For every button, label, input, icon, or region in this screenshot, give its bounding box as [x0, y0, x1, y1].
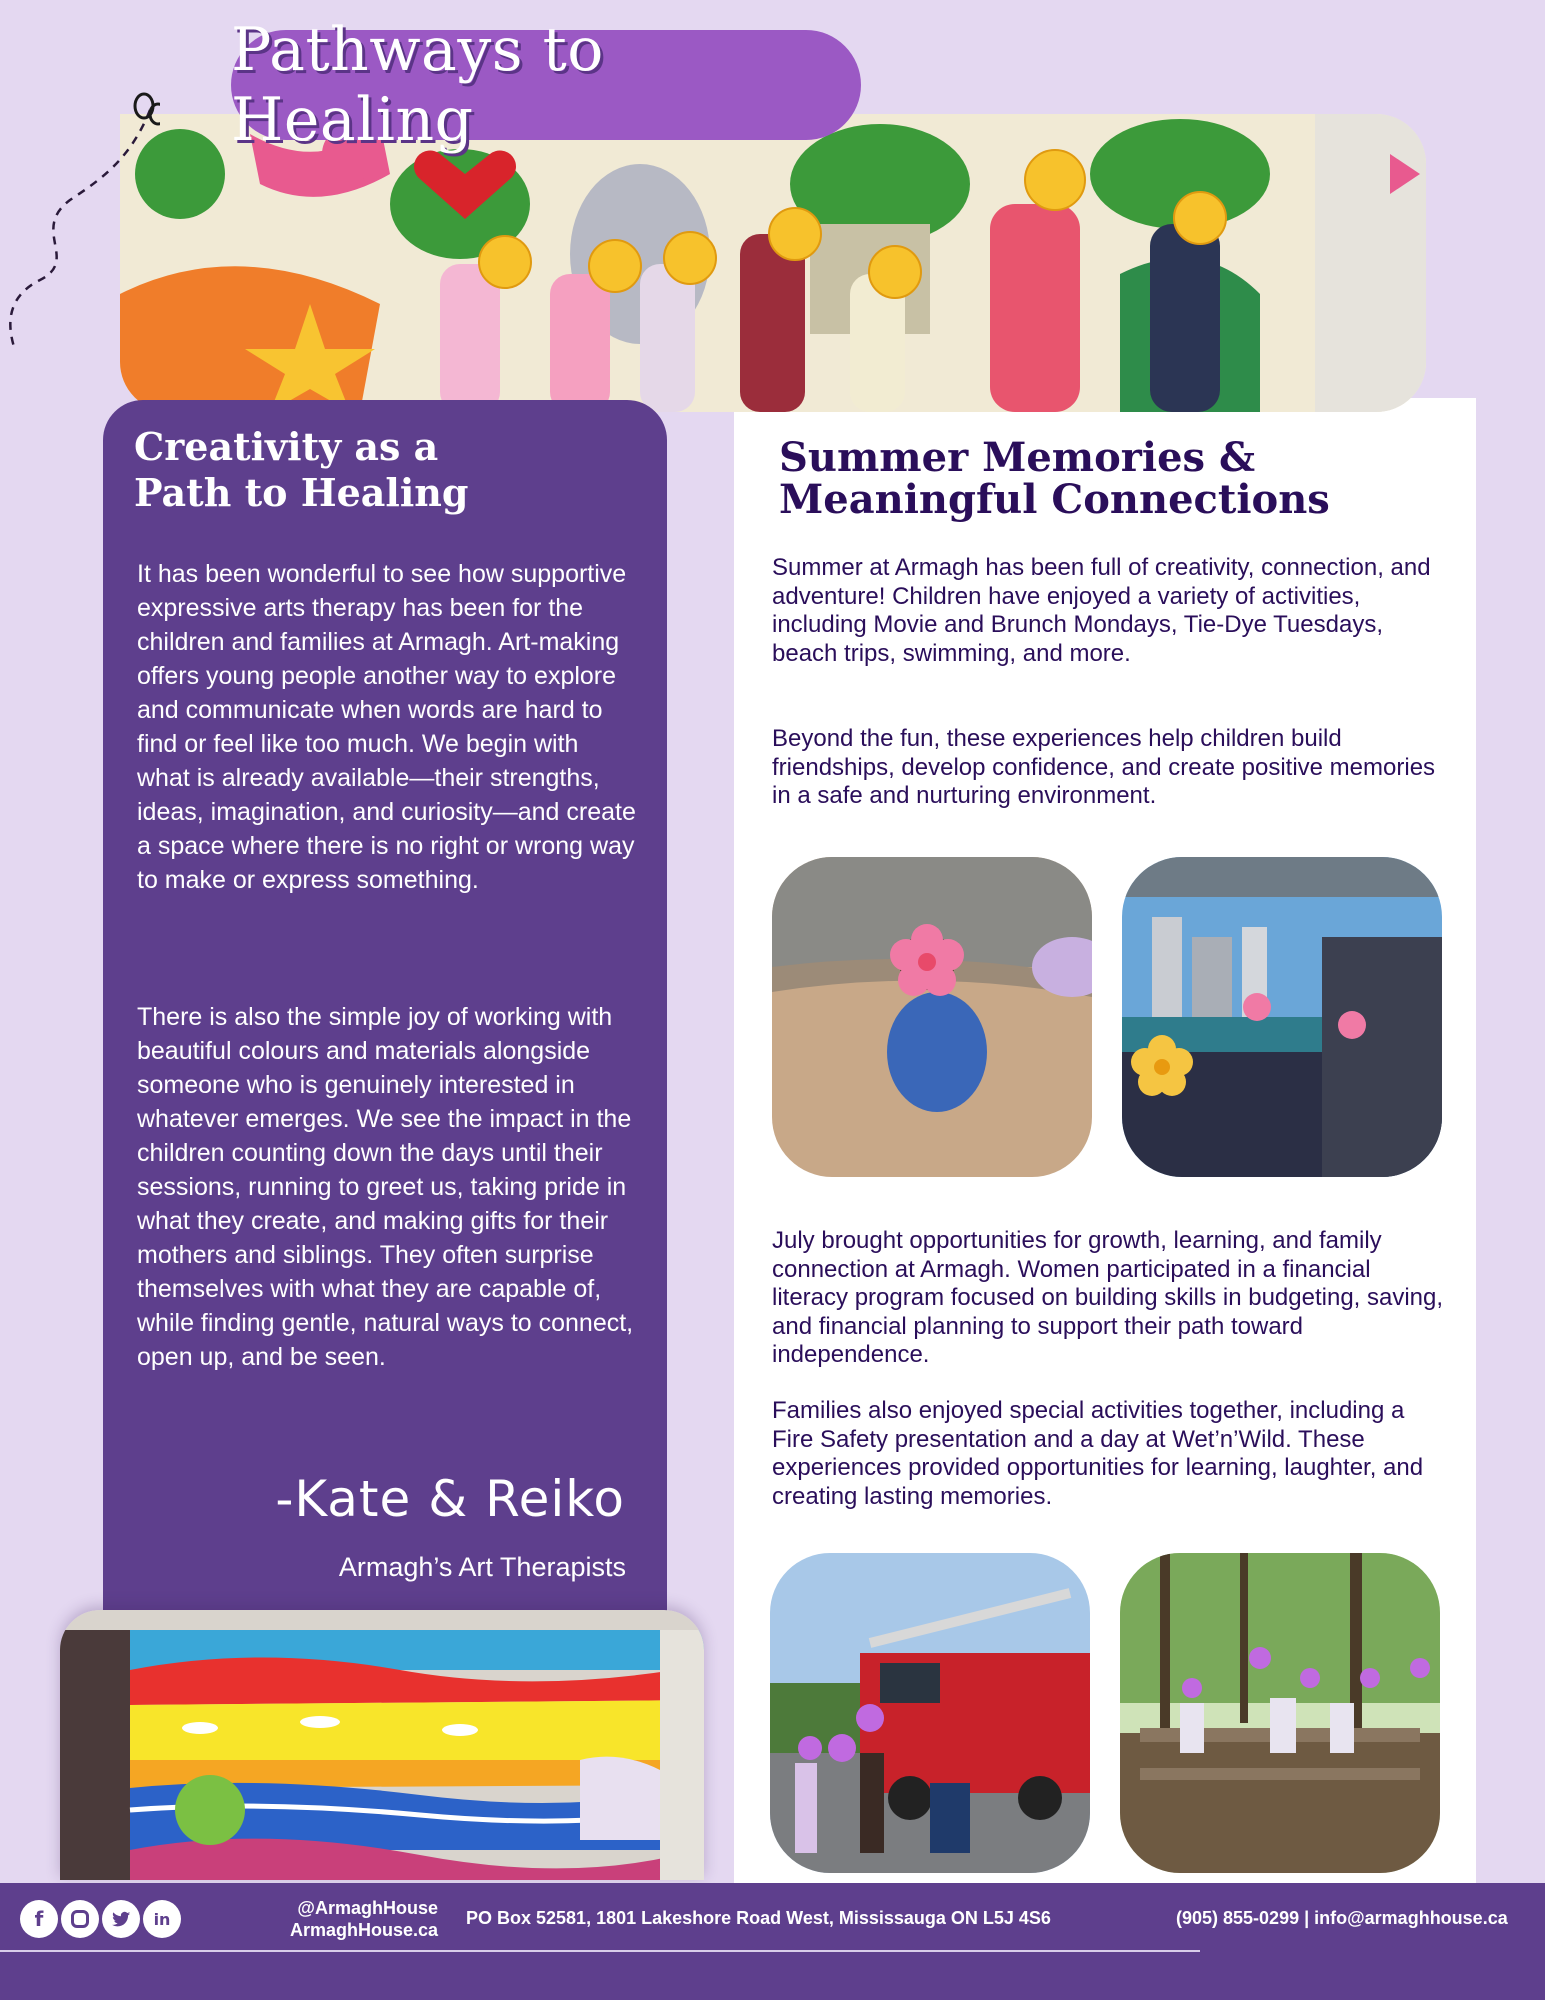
twitter-icon[interactable] — [102, 1900, 140, 1938]
summer-paragraph-4: Families also enjoyed special activities together, including a Fire Safety presentation and a day at Wet’n’Wild. These experiences provided opportunities for learning, laughter, and creating lasting memories. — [772, 1397, 1424, 1510]
website-link[interactable]: ArmaghHouse.ca — [289, 1920, 438, 1940]
page-title: Pathways to Healing — [231, 15, 604, 155]
summer-paragraph-1: Summer at Armagh has been full of creativity, connection, and adventure! Children have enjoyed a variety of activities, including Movie and Brunch Mondays, Tie-Dye Tuesdays, beach trips, swimming, and more. — [772, 554, 1431, 667]
wall-mural-photo — [60, 1610, 704, 1880]
art-therapy-paragraph-2: There is also the simple joy of working with beautiful colours and materials alongside someone who is genuinely interested in whatever emerges. We see the impact in the children counting down the days until their sessions, running to greet us, taking pride in what they create, and making gifts for their mothers and siblings. They often surprise themselves with what they are capable of, while finding gentle, natural ways to connect, open up, and be seen. — [137, 1003, 634, 1371]
footer-divider — [0, 1950, 1200, 1952]
butterfly-icon — [135, 94, 160, 124]
page-title-pill — [231, 15, 861, 155]
contact-info[interactable]: (905) 855-0299 | info@armaghhouse.ca — [1176, 1908, 1508, 1928]
instagram-icon[interactable] — [61, 1900, 99, 1938]
mailing-address: PO Box 52581, 1801 Lakeshore Road West, Mississauga ON L5J 4S6 — [466, 1908, 1051, 1928]
summer-memories-heading: Summer Memories & Meaningful Connections — [779, 434, 1330, 523]
dotted-path-decoration — [0, 90, 160, 370]
signature-role: Armagh’s Art Therapists — [338, 1552, 626, 1582]
fire-truck-photo — [770, 1553, 1090, 1873]
ferry-trip-photo — [1122, 857, 1442, 1177]
art-therapy-paragraph-1: It has been wonderful to see how supportive expressive arts therapy has been for the children and families at Armagh. Art-making offers young people another way to explore and communicate when words are hard to find or feel like too much. We begin with what is already available—their strengths, ideas, imagination, and curiosity—and create a space where there is no right or wrong way to make or express something. — [137, 560, 636, 894]
social-handle[interactable]: @ArmaghHouse — [297, 1898, 438, 1918]
footer-bar — [0, 1883, 1545, 2000]
beach-photo — [772, 857, 1092, 1177]
park-picnic-photo — [1120, 1553, 1440, 1873]
summer-paragraph-2: Beyond the fun, these experiences help children build friendships, develop confidence, and create positive memories in a safe and nurturing environment. — [772, 725, 1436, 809]
hero-mural-photo — [120, 114, 1426, 412]
linkedin-icon[interactable]: in — [143, 1900, 181, 1938]
signature: -Kate & Reiko — [275, 1470, 625, 1528]
summer-paragraph-3: July brought opportunities for growth, learning, and family connection at Armagh. Women participated in a financial literacy program focused on building skills in budgeting, saving, and financial planning to support their path toward independence. — [772, 1227, 1444, 1368]
art-therapy-heading: Creativity as a Path to Healing — [134, 424, 469, 515]
facebook-icon[interactable]: f — [20, 1900, 58, 1938]
